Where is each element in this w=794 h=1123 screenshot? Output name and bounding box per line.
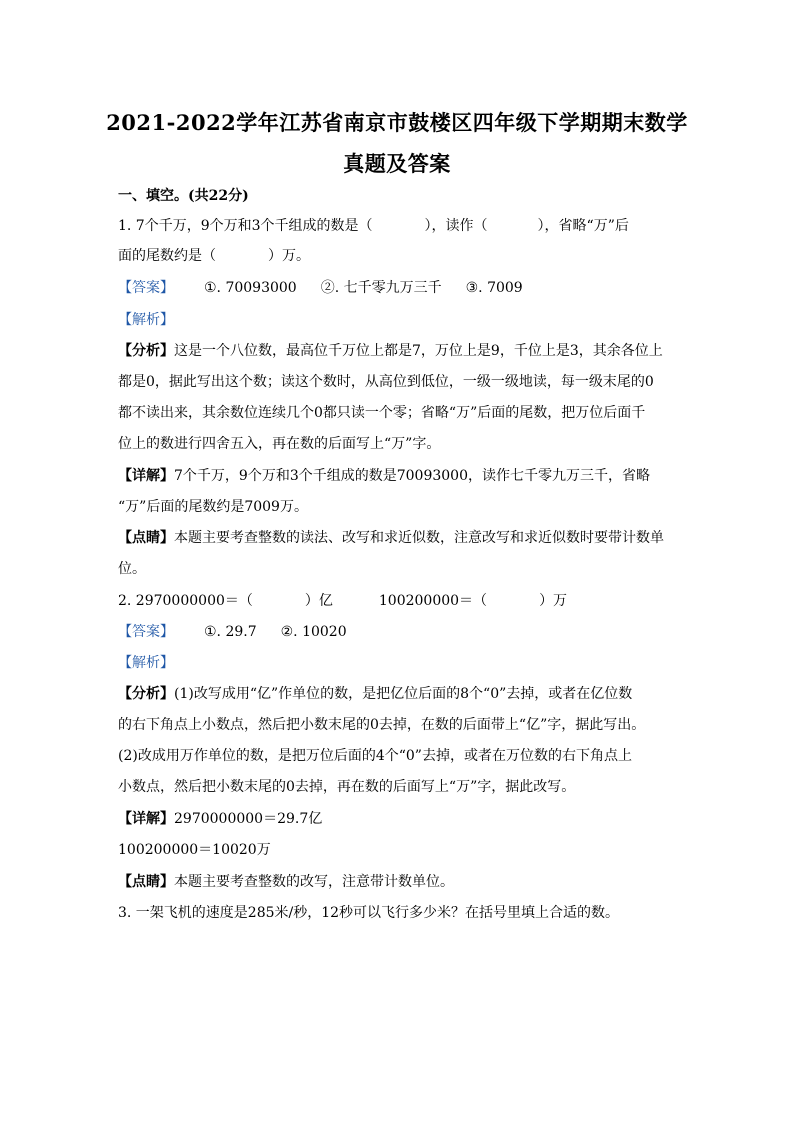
answer-item: ②. 10020 — [280, 624, 347, 640]
answer-item: ②. 七千零九万三千 — [320, 280, 442, 296]
q1-fenxi-line1 — [118, 341, 663, 361]
answer-item: ①. 70093000 — [204, 280, 297, 296]
q1-text-a: 1. 7个千万，9个万和3个千组成的数是（ — [118, 218, 373, 234]
q1-fenxi-line4: 位上的数进行四舍五入，再在数的后面写上“万”字。 — [118, 436, 441, 452]
q1-text-e: ）万。 — [268, 248, 310, 264]
fenxi-text: 这是一个八位数，最高位千万位上都是7，万位上是9，千位上是3，其余各位上 — [174, 343, 663, 359]
section-heading: 一、填空。(共22分) — [118, 188, 249, 204]
answer-item: ③. 7009 — [465, 280, 523, 296]
q2-fenxi-line4: 小数点，然后把小数末尾的0去掉，再在数的后面写上“万”字，据此改写。 — [118, 779, 576, 795]
q2-text-c: 100200000＝（ — [378, 593, 488, 609]
q1-line2 — [118, 246, 310, 266]
q2-text-a: 2. 2970000000＝（ — [118, 593, 253, 609]
q2-text-d: ）万 — [539, 593, 568, 609]
q1-text-d: 面的尾数约是（ — [118, 248, 216, 264]
q1-fenxi-line3: 都不读出来，其余数位连续几个0都只读一个零；省略“万”后面的尾数，把万位后面千 — [118, 405, 646, 421]
dianjing-text: 本题主要考查整数的读法、改写和求近似数，注意改写和求近似数时要带计数单 — [174, 530, 664, 546]
fenxi-tag: 【分析】 — [118, 686, 174, 702]
fenxi-tag: 【分析】 — [118, 343, 174, 359]
dianjing-text: 本题主要考查整数的改写，注意带计数单位。 — [174, 874, 454, 890]
q2-jiexi — [118, 653, 174, 673]
jiexi-tag: 【解析】 — [118, 312, 174, 328]
xiangjie-text: 7个千万，9个万和3个千组成的数是70093000，读作七千零九万三千，省略 — [174, 468, 650, 484]
q1-jiexi — [118, 310, 174, 330]
q2-xiangjie-line1 — [118, 809, 322, 829]
q1-dianjing-line1 — [118, 528, 664, 548]
q2-dianjing-line1 — [118, 872, 454, 892]
fenxi-text: (1)改写成用“亿”作单位的数，是把亿位后面的8个“0”去掉，或者在亿位数 — [174, 686, 633, 702]
q2-xiangjie-line2: 100200000＝10020万 — [118, 842, 271, 858]
dianjing-tag: 【点睛】 — [118, 530, 174, 546]
q2-fenxi-line3: (2)改成用万作单位的数，是把万位后面的4个“0”去掉，或者在万位数的右下角点上 — [118, 748, 632, 764]
q2-text-b: ）亿 — [304, 593, 333, 609]
q1-xiangjie-line1 — [118, 466, 650, 486]
answer-tag: 【答案】 — [118, 624, 174, 640]
doc-title-line2: 真题及答案 — [343, 151, 451, 176]
q3-line1: 3. 一架飞机的速度是285米/秒，12秒可以飞行多少米？在括号里填上合适的数。 — [118, 905, 620, 921]
dianjing-tag: 【点睛】 — [118, 874, 174, 890]
doc-title-line1: 2021-2022学年江苏省南京市鼓楼区四年级下学期期末数学 — [106, 110, 688, 135]
q1-text-c: ），省略“万”后 — [537, 218, 629, 234]
answer-item: ①. 29.7 — [204, 624, 257, 640]
xiangjie-text: 2970000000＝29.7亿 — [174, 811, 323, 827]
q2-answer — [118, 622, 347, 642]
q1-answer — [118, 278, 523, 298]
xiangjie-tag: 【详解】 — [118, 468, 174, 484]
q2-fenxi-line1 — [118, 684, 632, 704]
q1-fenxi-line2: 都是0，据此写出这个数；读这个数时，从高位到低位，一级一级地读，每一级末尾的0 — [118, 374, 654, 390]
jiexi-tag: 【解析】 — [118, 655, 174, 671]
q2-fenxi-line2: 的右下角点上小数点，然后把小数末尾的0去掉，在数的后面带上“亿”字，据此写出。 — [118, 717, 646, 733]
q1-dianjing-line2: 位。 — [118, 561, 146, 577]
answer-tag: 【答案】 — [118, 280, 174, 296]
q1-xiangjie-line2: “万”后面的尾数约是7009万。 — [118, 499, 308, 515]
q1-line1 — [118, 216, 629, 236]
xiangjie-tag: 【详解】 — [118, 811, 174, 827]
q2-line1 — [118, 591, 567, 611]
q1-text-b: ），读作（ — [424, 218, 488, 234]
